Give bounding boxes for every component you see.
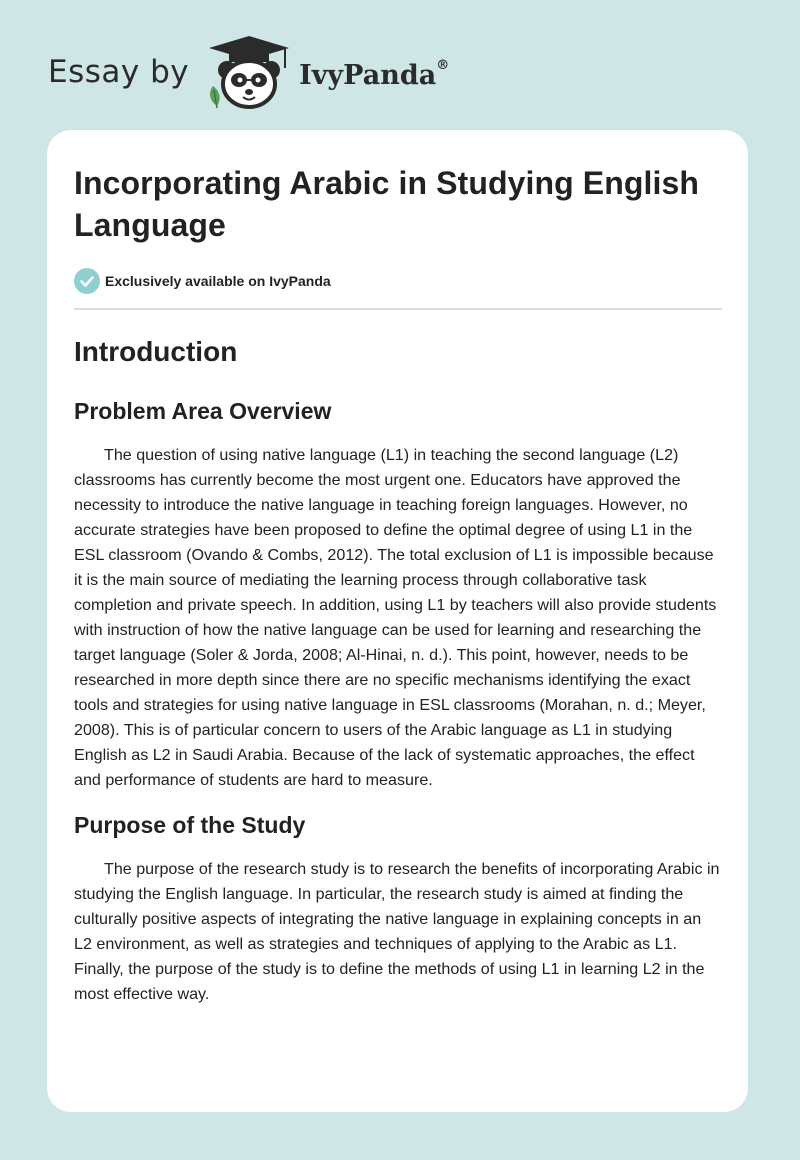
brand-name[interactable]	[299, 57, 450, 91]
brand-text: IvyPanda	[299, 59, 437, 91]
paragraph-purpose: The purpose of the research study is to research the benefits of incorporating Arabic in studying the English language. In particular, the research study is aimed at finding the culturally positive aspects of integrating the native language in explaining concepts in an L2 environment, as well as strategies and techniques of applying to the Arabic as L1. Finally, the purpose of the study is to define the methods of using L1 in learning L2 in the most effective way.	[74, 860, 720, 1003]
registered-mark: ®	[436, 57, 450, 73]
check-circle-icon	[74, 268, 100, 294]
subsection-heading-purpose: Purpose of the Study	[74, 812, 306, 838]
essay-by-label: Essay by	[48, 54, 190, 90]
page-title: Incorporating Arabic in Studying English Language	[74, 165, 700, 243]
site-header	[48, 34, 449, 110]
divider	[74, 308, 722, 310]
paragraph-problem-area: The question of using native language (L1) in teaching the second language (L2) classrooms has currently become the most urgent one. Educators have approved the necessity to introduce the native language in teaching foreign languages. However, no accurate strategies have been proposed to define the optimal degree of using L1 in the ESL classroom (Ovando & Combs, 2012). The total exclusion of L1 is impossible because it is the main source of mediating the learning process through collaborative task completion and private speech. In addition, using L1 by teachers will also provide students with instruction of how the native language can be used for learning and researching the target language (Soler & Jorda, 2008; Al-Hinai, n. d.). This point, however, needs to be researched in more depth since there are no specific mechanisms identifying the exact tools and strategies for using native language in ESL classrooms (Morahan, n. d.; Meyer, 2008). This is of particular concern to users of the Arabic language as L1 in studying English as L2 in Saudi Arabia. Because of the lack of systematic approaches, the effect and performance of students are hard to measure.	[74, 446, 717, 789]
exclusive-badge	[74, 266, 722, 296]
section-heading-introduction: Introduction	[74, 336, 238, 367]
subsection-heading-problem-area: Problem Area Overview	[74, 398, 332, 424]
panda-graduate-icon[interactable]	[205, 34, 293, 110]
essay-card	[47, 130, 748, 1112]
badge-text: Exclusively available on IvyPanda	[105, 273, 331, 289]
